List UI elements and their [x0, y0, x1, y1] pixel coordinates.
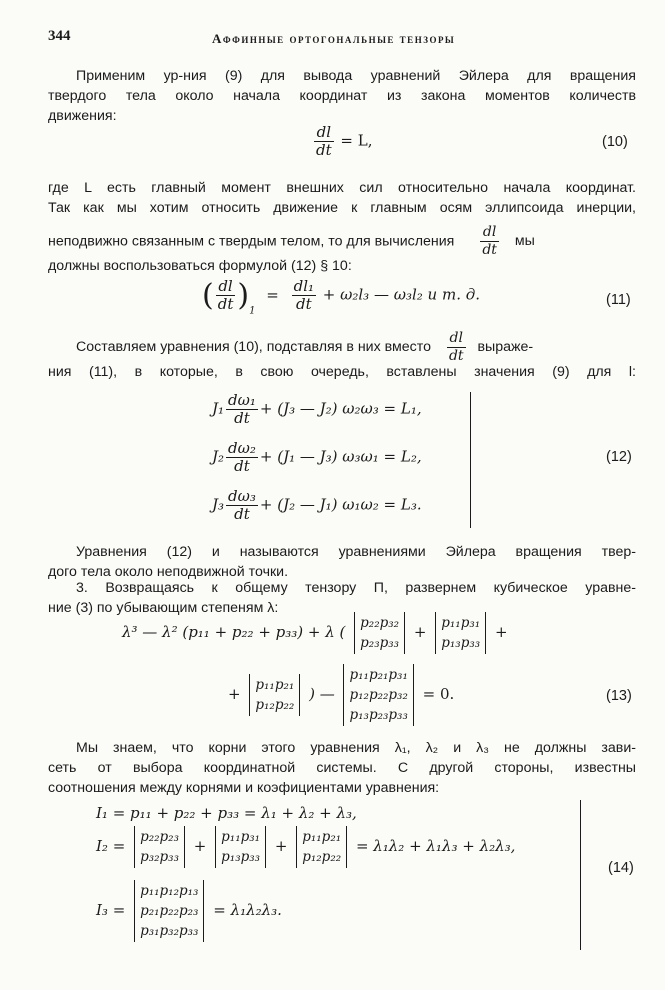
- determinant: p₁₁p₃₁ p₁₃p₃₃: [435, 612, 486, 654]
- determinant: p₁₁p₁₂p₁₃ p₂₁p₂₂p₂₃ p₃₁p₃₂p₃₃: [134, 880, 204, 942]
- text-line: Уравнения (12) и называются уравнениями Эйлера вращения твер-: [76, 544, 636, 560]
- text-line: сеть от выбора координатной системы. С другой стороны, известны: [48, 760, 636, 776]
- fraction: $\frac{\text{dl₁}}{dt}$: [293, 277, 315, 313]
- determinant: p₁₁p₂₁p₃₁ p₁₂p₂₂p₃₂ p₁₃p₂₃p₃₃: [343, 664, 413, 726]
- equation-number-10: (10): [602, 134, 628, 150]
- determinant: p₁₁p₂₁ p₁₂p₂₂: [296, 826, 347, 868]
- equation-14-I3: I₃ = p₁₁p₁₂p₁₃ p₂₁p₂₂p₂₃ p₃₁p₃₂p₃₃ = λ₁λ₂λ₃.: [96, 880, 282, 942]
- text-line: дого тела около неподвижной точки.: [48, 564, 289, 580]
- text-line: ние (3) по убывающим степеням λ:: [48, 600, 279, 616]
- fraction: $\frac{\text{dω₂}}{dt}$: [228, 439, 256, 475]
- running-head: Аффинные ортогональные тензоры: [212, 31, 456, 46]
- fraction: $\frac{dl}{dt}$: [316, 123, 332, 159]
- equation-13-line-1: λ³ — λ² (p₁₁ + p₂₂ + p₃₃) + λ ( p₂₂p₃₂ p₂₃p₃₃ + p₁₁p₃₁ p₁₃p₃₃ +: [122, 612, 508, 654]
- determinant: p₂₂p₃₂ p₂₃p₃₃: [354, 612, 405, 654]
- system-bracket: [470, 392, 471, 528]
- text-line-with-fraction: Составляем уравнения (10), подставляя в них вместо $\frac{dl}{dt}$ выраже-: [76, 330, 534, 364]
- equation-14-I1: I₁ = p₁₁ + p₂₂ + p₃₃ = λ₁ + λ₂ + λ₃,: [96, 804, 357, 822]
- text-line: должны воспользоваться формулой (12) § 10:: [48, 258, 352, 274]
- fraction: $\frac{dl}{dt}$: [448, 330, 464, 364]
- equation-number-14: (14): [608, 860, 634, 876]
- equation-14-I2: I₂ = p₂₂p₂₃ p₃₂p₃₃ + p₁₁p₃₁ p₁₃p₃₃ + p₁₁p₂₁ p₁₂p₂₂ = λ₁λ₂ + λ₁λ₃ + λ₂λ₃,: [96, 826, 515, 868]
- equation-12-row-2: J₂ $\frac{\text{dω₂}}{dt}$ + (J₁ — J₃) ω₃ω₁ = L₂,: [212, 439, 422, 475]
- equation-10: [312, 124, 373, 159]
- equation-12-row-1: J₁ $\frac{\text{dω₁}}{dt}$ + (J₃ — J₂) ω₂ω₃ = L₁,: [212, 391, 422, 427]
- paragraph-roots: [48, 738, 636, 798]
- equation-number-12: (12): [606, 449, 632, 465]
- text-line-with-fraction: неподвижно связанным с твердым телом, то для вычисления $\frac{dl}{dt}$ мы: [48, 224, 535, 258]
- equation-11: ( $\frac{dl}{dt}$ )$_1$ = $\frac{\text{dl₁}}{dt}$ + ω₂l₃ — ω₃l₂ и т. д.: [202, 277, 481, 317]
- paragraph-substitution: [48, 362, 636, 382]
- paragraph-intro: [48, 66, 636, 126]
- paragraph-moment: [48, 178, 636, 218]
- text-line: Применим ур-ния (9) для вывода уравнений Эйлера для вращения: [76, 68, 636, 84]
- system-bracket: [580, 800, 581, 950]
- equation-number-13: (13): [606, 688, 632, 704]
- text-line: твердого тела около начала координат из закона моментов количеств: [48, 88, 636, 104]
- text-line: 3. Возвращаясь к общему тензору П, развернем кубическое уравне-: [76, 580, 636, 596]
- fraction: $\frac{dl}{dt}$: [482, 224, 497, 258]
- text-line: Так как мы хотим относить движение к главным осям эллипсоида инерции,: [48, 200, 636, 216]
- fraction: $\frac{\text{dω₃}}{dt}$: [228, 487, 256, 523]
- determinant: p₁₁p₂₁ p₁₂p₂₂: [249, 674, 300, 716]
- paragraph-euler: [48, 542, 636, 582]
- text-line: движения:: [48, 108, 117, 124]
- equation-13-line-2: + p₁₁p₂₁ p₁₂p₂₂ ) — p₁₁p₂₁p₃₁ p₁₂p₂₂p₃₂ p₁₃p₂₃p₃₃ = 0.: [228, 664, 454, 726]
- determinant: p₂₂p₂₃ p₃₂p₃₃: [134, 826, 185, 868]
- page-number: 344: [48, 28, 71, 44]
- fraction: $\frac{\text{dω₁}}{dt}$: [228, 391, 256, 427]
- fraction: $\frac{dl}{dt}$: [217, 277, 234, 313]
- text-line: ния (11), в которые, в свою очередь, вставлены значения (9) для l:: [48, 364, 636, 380]
- determinant: p₁₁p₃₁ p₁₃p₃₃: [215, 826, 266, 868]
- equation-12-row-3: J₃ $\frac{\text{dω₃}}{dt}$ + (J₂ — J₁) ω₁ω₂ = L₃.: [212, 487, 422, 523]
- text-line: соотношения между корнями и коэфициентами уравнения:: [48, 780, 440, 796]
- equation-rhs: = L,: [340, 131, 373, 150]
- text-line: где L есть главный момент внешних сил относительно начала координат.: [48, 180, 636, 196]
- text-line: Мы знаем, что корни этого уравнения λ₁, λ₂ и λ₃ не должны зави-: [76, 740, 636, 756]
- equation-number-11: (11): [606, 292, 631, 308]
